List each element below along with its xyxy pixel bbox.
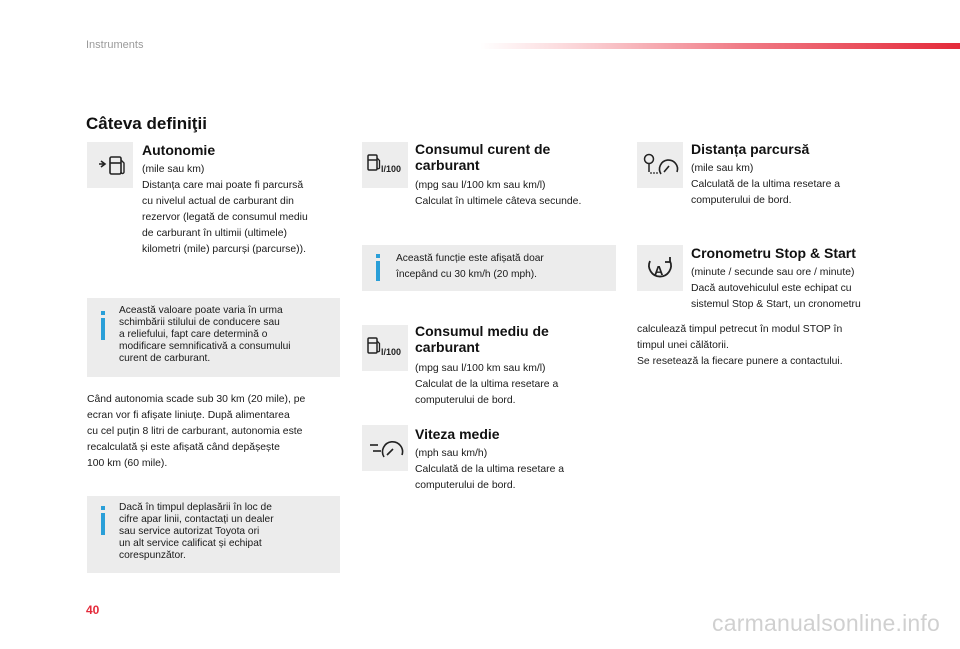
page-number: 40 <box>86 603 100 617</box>
autonomie-title: Autonomie <box>142 142 216 158</box>
info-note-speed <box>362 245 616 291</box>
info-note-text: Dacă în timpul deplasării în loc de cifre apar linii, contactați un dealer sau service autorizat Toyota ori un alt service calificat și echipat corespunzător. <box>119 502 274 561</box>
cronometru-description: (minute / secunde sau ore / minute) Dacă autovehiculul este echipat cu sistemul Stop & Start, un cronometru <box>691 267 861 310</box>
autonomie-dashes-text: Când autonomia scade sub 30 km (20 mile), pe ecran vor fi afișate liniuțe. După alimentarea cu cel puțin 8 litri de carburant, autonomia este recalculată și este afișată când depășește 100 km (60 mile). <box>87 394 306 469</box>
info-icon <box>376 261 380 281</box>
viteza-medie-description: (mph sau km/h) Calculată de la ultima resetare a computerului de bord. <box>415 448 565 491</box>
consum-curent-description: (mpg sau l/100 km sau km/l) Calculat în ultimele câteva secunde. <box>415 180 582 207</box>
cronometru-title: Cronometru Stop & Start <box>691 245 856 261</box>
info-note-text: Această funcție este afișată doar începând cu 30 km/h (20 mph). <box>396 253 544 280</box>
autonomie-description: (mile sau km) Distanța care mai poate fi parcursă cu nivelul actual de carburant din rezervor (legată de consumul mediu de carburant în ultimii (ultimele) kilometri (mile) parcurși (parcurse)). <box>142 164 308 255</box>
consum-mediu-title: Consumul mediu de carburant <box>415 323 549 355</box>
svg-text:A: A <box>654 263 664 278</box>
info-note-variation <box>87 298 340 377</box>
viteza-medie-title: Viteza medie <box>415 426 500 442</box>
range-icon <box>87 142 133 188</box>
consum-mediu-description: (mpg sau l/100 km sau km/l) Calculat de la ultima resetare a computerului de bord. <box>415 363 559 406</box>
distanta-title: Distanța parcursă <box>691 141 810 157</box>
cronometru-description-continued: calculează timpul petrecut în modul STOP în timpul unei călătorii. Se resetează la fiecare punere a contactului. <box>637 324 843 367</box>
fuel-consumption-icon <box>362 142 408 188</box>
section-header: Instruments <box>86 39 144 51</box>
distance-icon <box>637 142 683 188</box>
svg-text:l/100: l/100 <box>381 164 402 174</box>
page-title: Câteva definiţii <box>86 114 207 133</box>
info-icon <box>101 318 105 340</box>
average-speed-icon <box>362 425 408 471</box>
consum-curent-title: Consumul curent de carburant <box>415 141 551 173</box>
watermark: carmanualsonline.info <box>712 610 940 636</box>
distanta-description: (mile sau km) Calculată de la ultima resetare a computerului de bord. <box>691 163 841 206</box>
average-consumption-icon <box>362 325 408 371</box>
svg-text:l/100: l/100 <box>381 347 402 357</box>
info-icon <box>101 513 105 535</box>
info-note-dealer <box>87 496 340 573</box>
stop-start-icon <box>637 245 683 291</box>
info-note-text: Această valoare poate varia în urma schimbării stilului de conducere sau a reliefului, fapt care determină o modificare semnificativă a consumului curent de carburant. <box>119 305 291 364</box>
header-accent-bar <box>480 43 960 49</box>
